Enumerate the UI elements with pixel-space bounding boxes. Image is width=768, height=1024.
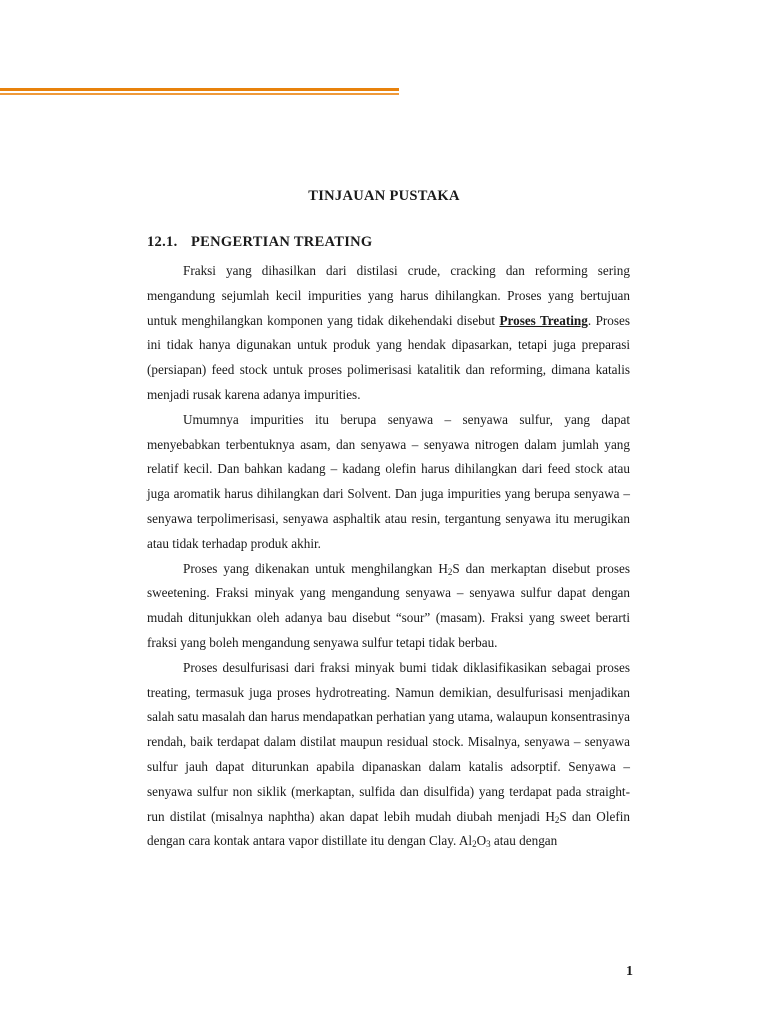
page-number: 1 <box>626 964 633 979</box>
header-rule-thick <box>0 88 399 91</box>
header-rule-thin <box>0 93 399 95</box>
page-title: TINJAUAN PUSTAKA <box>308 188 460 204</box>
paragraph-3-text: Proses yang dikenakan untuk menghilangkan H <box>183 560 448 576</box>
body-text <box>147 259 630 854</box>
section-number: 12.1. <box>147 234 178 250</box>
section-heading <box>147 234 373 251</box>
subscript: 2 <box>554 814 560 825</box>
paragraph-4-text-end: atau dengan <box>490 833 558 849</box>
paragraph-4 <box>147 656 630 854</box>
paragraph-1-text-end: . Proses ini tidak hanya digunakan untuk produk yang hendak dipasarkan, tetapi juga preparasi (persiapan) feed stock untuk proses polimerisasi katalitik dan reforming, dimana katalis menjadi rusak karena adanya impurities. <box>147 312 631 402</box>
paragraph-4-text: Proses desulfurisasi dari fraksi minyak bumi tidak diklasifikasikan sebagai proses treating, termasuk juga proses hydrotreating. Namun demikian, desulfurisasi menjadikan salah satu masalah dan harus mendapatkan perhatian yang utama, walaupun konsentrasinya rendah, baik terdapat dalam distilat maupun residual stock. Misalnya, senyawa – senyawa sulfur jauh dapat diturunkan apabila dipanaskan dalam katalis adsorptif. Senyawa – senyawa sulfur non siklik (merkaptan, sulfida dan disulfida) yang terdapat pada straight-run distilat (misalnya naphtha) akan dapat lebih mudah diubah menjadi H <box>147 659 631 824</box>
subscript: 2 <box>472 839 477 850</box>
paragraph-1-text: Fraksi yang dihasilkan dari distilasi crude, cracking dan reforming sering mengandung sejumlah kecil impurities yang harus dihilangkan. Proses yang bertujuan untuk menghilangkan komponen yang tidak dikehendaki disebut <box>147 263 630 328</box>
paragraph-2: Umumnya impurities itu berupa senyawa – senyawa sulfur, yang dapat menyebabkan terbentuknya asam, dan senyawa – senyawa nitrogen dalam jumlah yang relatif kecil. Dan bahkan kadang – kadang olefin harus dihilangkan dari feed stock atau juga aromatik harus dihilangkan dari Solvent. Dan juga impurities yang berupa senyawa – senyawa terpolimerisasi, senyawa asphaltik atau resin, tergantung senyawa itu merugikan atau tidak terhadap produk akhir. <box>147 411 630 551</box>
paragraph-1 <box>147 259 630 408</box>
subscript: 2 <box>447 566 453 577</box>
subscript: 3 <box>486 839 491 850</box>
paragraph-4-text-mid: S dan Olefin dengan cara kontak antara vapor distillate itu dengan Clay. Al <box>147 808 630 849</box>
term-proses-treating: Proses Treating <box>499 312 588 328</box>
paragraph-3-text-end: S dan merkaptan disebut proses sweetening. Fraksi minyak yang mengandung senyawa – senyawa sulfur dapat dengan mudah ditunjukkan oleh adanya bau disebut “sour” (masam). Fraksi yang sweet berarti fraksi yang boleh mengandung senyawa sulfur tetapi tidak berbau. <box>147 560 630 650</box>
header-rule <box>0 88 399 97</box>
paragraph-4-text-mid2: O <box>476 833 487 849</box>
paragraph-3 <box>147 557 630 656</box>
section-title: PENGERTIAN TREATING <box>191 234 373 250</box>
